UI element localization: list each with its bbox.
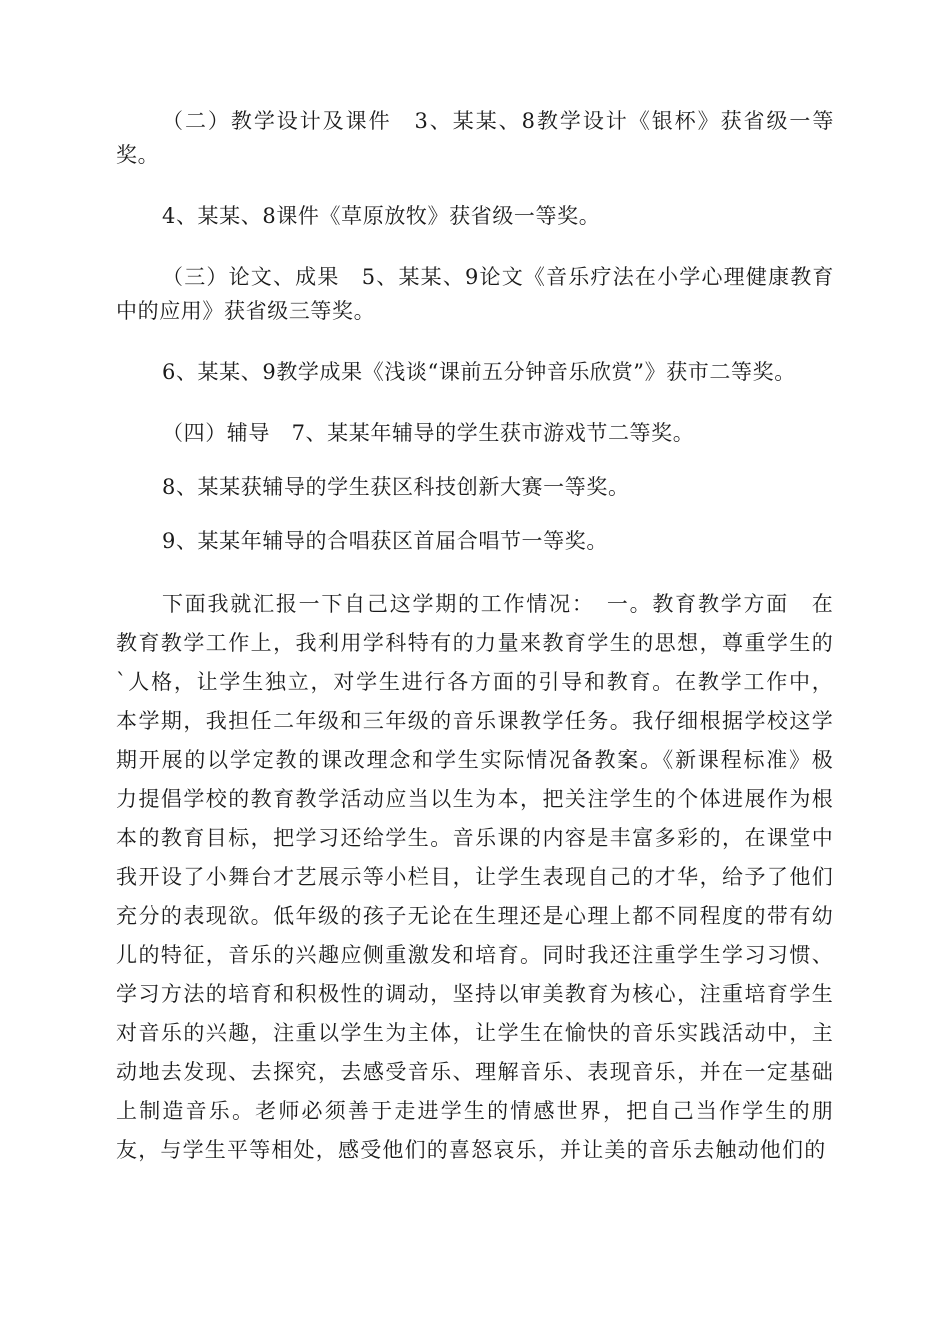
paragraph-design-award-2: 4、某某、8课件《草原放牧》获省级一等奖。 (162, 204, 601, 228)
document-page (116, 104, 834, 1170)
paragraph-paper-award-2: 6、某某、9教学成果《浅谈“课前五分钟音乐欣赏”》获市二等奖。 (162, 360, 796, 384)
paragraph-design-award-1: （二）教学设计及课件 3、某某、8教学设计《银杯》获省级一等奖。 (116, 109, 834, 167)
paragraph-paper-award-1: （三）论文、成果 5、某某、9论文《音乐疗法在小学心理健康教育中的应用》获省级三等奖。 (116, 265, 834, 323)
paragraph-tutoring-award-1: （四）辅导 7、某某年辅导的学生获市游戏节二等奖。 (162, 421, 695, 445)
paragraph-tutoring-award-3: 9、某某年辅导的合唱获区首届合唱节一等奖。 (162, 529, 608, 553)
paragraph-work-report: 下面我就汇报一下自己这学期的工作情况： 一。教育教学方面 在教育教学工作上，我利用学科特有的力量来教育学生的思想，尊重学生的`人格，让学生独立，对学生进行各方面的引导和教育。在教学工作中，本学期，我担任二年级和三年级的音乐课教学任务。我仔细根据学校这学期开展的以学定教的课改理念和学生实际情况备教案。《新课程标准》极力提倡学校的教育教学活动应当以生为本，把关注学生的个体进展作为根本的教育目标，把学习还给学生。音乐课的内容是丰富多彩的，在课堂中我开设了小舞台才艺展示等小栏目，让学生表现自己的才华，给予了他们充分的表现欲。低年级的孩子无论在生理还是心理上都不同程度的带有幼儿的特征，音乐的兴趣应侧重激发和培育。同时我还注重学生学习习惯、学习方法的培育和积极性的调动，坚持以审美教育为核心，注重培育学生对音乐的兴趣，注重以学生为主体，让学生在愉快的音乐实践活动中，主动地去发现、去探究，去感受音乐、理解音乐、表现音乐，并在一定基础上制造音乐。老师必须善于走进学生的情感世界，把自己当作学生的朋友，与学生平等相处，感受他们的喜怒哀乐，并让美的音乐去触动他们的 (116, 592, 834, 1162)
paragraph-tutoring-award-2: 8、某某获辅导的学生获区科技创新大赛一等奖。 (162, 475, 630, 499)
